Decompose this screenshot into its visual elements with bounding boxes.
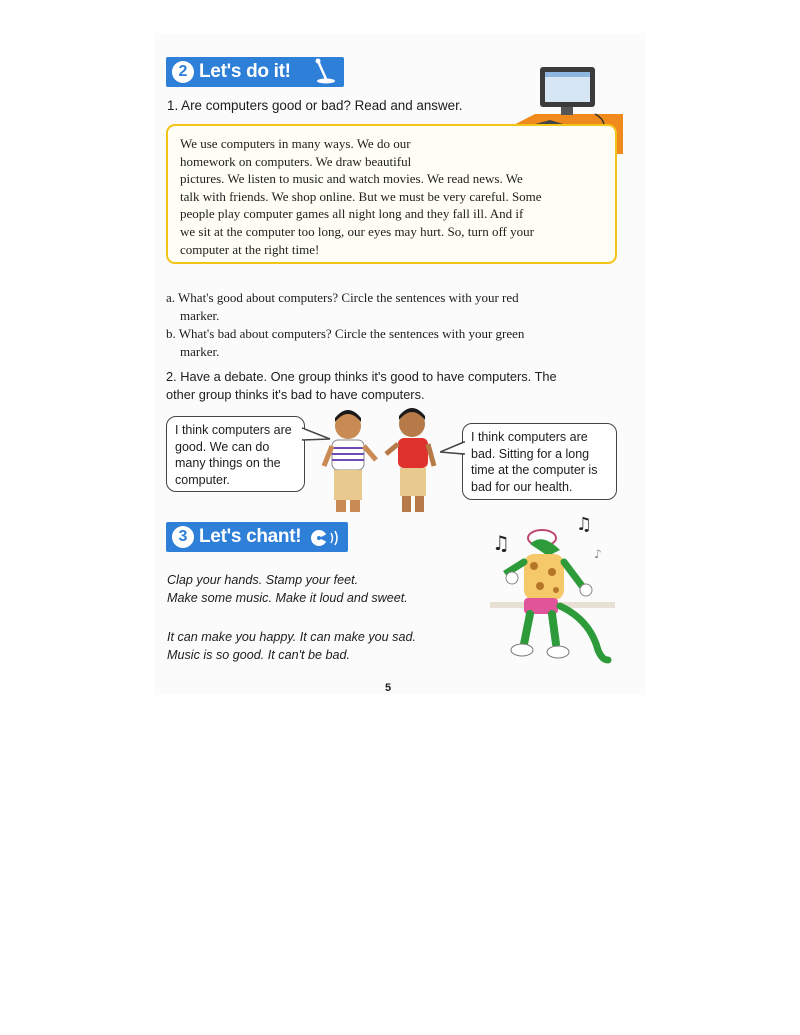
question-b-line1: b. What's bad about computers? Circle the sentences with your green bbox=[166, 326, 525, 341]
task-2-line1: 2. Have a debate. One group thinks it's good to have computers. The bbox=[166, 369, 557, 384]
chant-line: It can make you happy. It can make you sad. bbox=[167, 630, 416, 644]
reading-passage bbox=[166, 124, 617, 264]
question-b bbox=[166, 325, 524, 361]
section-title: Let's do it! bbox=[199, 61, 291, 82]
chant-line: Clap your hands. Stamp your feet. bbox=[167, 573, 359, 587]
reading-line: We use computers in many ways. We do our bbox=[180, 136, 411, 151]
bubble-line: good. We can do bbox=[175, 439, 270, 454]
section-number: 2 bbox=[172, 61, 194, 83]
cd-icon bbox=[310, 528, 342, 548]
question-a-line2: marker. bbox=[180, 308, 220, 323]
bubble-line: I think computers are bbox=[175, 423, 292, 437]
section-number: 3 bbox=[172, 526, 194, 548]
chant-line: Make some music. Make it loud and sweet. bbox=[167, 591, 408, 605]
reading-line: people play computer games all night long and they fall ill. And if bbox=[180, 206, 524, 222]
task-2-line2: other group thinks it's bad to have computers. bbox=[166, 387, 425, 402]
bubble-line: time at the computer is bbox=[471, 463, 598, 477]
music-note-icon: ♫ bbox=[492, 531, 510, 555]
reading-line: computer at the right time! bbox=[180, 241, 320, 257]
question-b-line2: marker. bbox=[180, 344, 220, 359]
task-2-instruction bbox=[166, 368, 557, 404]
question-a-line1: a. What's good about computers? Circle the sentences with your red bbox=[166, 290, 519, 305]
bubble-line: bad for our health. bbox=[471, 479, 573, 494]
music-note-icon: ♫ bbox=[576, 514, 593, 535]
speech-bubble-good bbox=[166, 416, 305, 492]
reading-line: homework on computers. We draw beautiful bbox=[180, 153, 412, 169]
speech-bubble-bad bbox=[462, 423, 617, 500]
bubble-line: I think computers are bbox=[471, 430, 588, 444]
bubble-line: bad. Sitting for a long bbox=[471, 446, 590, 461]
reading-line: pictures. We listen to music and watch movies. We read news. We bbox=[180, 171, 523, 187]
chant-verse-2 bbox=[167, 628, 416, 664]
bubble-line: computer. bbox=[175, 472, 230, 487]
reading-line: talk with friends. We shop online. But we must be very careful. Some bbox=[180, 188, 542, 204]
question-a bbox=[166, 289, 519, 325]
reading-line: we sit at the computer too long, our eyes may hurt. So, turn off your bbox=[180, 223, 534, 239]
chant-verse-1 bbox=[167, 571, 408, 607]
task-1-instruction: 1. Are computers good or bad? Read and answer. bbox=[167, 98, 463, 113]
lamp-icon bbox=[308, 57, 338, 87]
music-note-icon: ♪ bbox=[594, 547, 602, 561]
boys-illustration bbox=[318, 404, 448, 516]
bubble-line: many things on the bbox=[175, 456, 281, 470]
chant-line: Music is so good. It can't be bad. bbox=[167, 648, 351, 662]
dancing-crocodile-illustration bbox=[490, 510, 615, 670]
page-number: 5 bbox=[385, 682, 392, 694]
section-title: Let's chant! bbox=[199, 526, 302, 547]
